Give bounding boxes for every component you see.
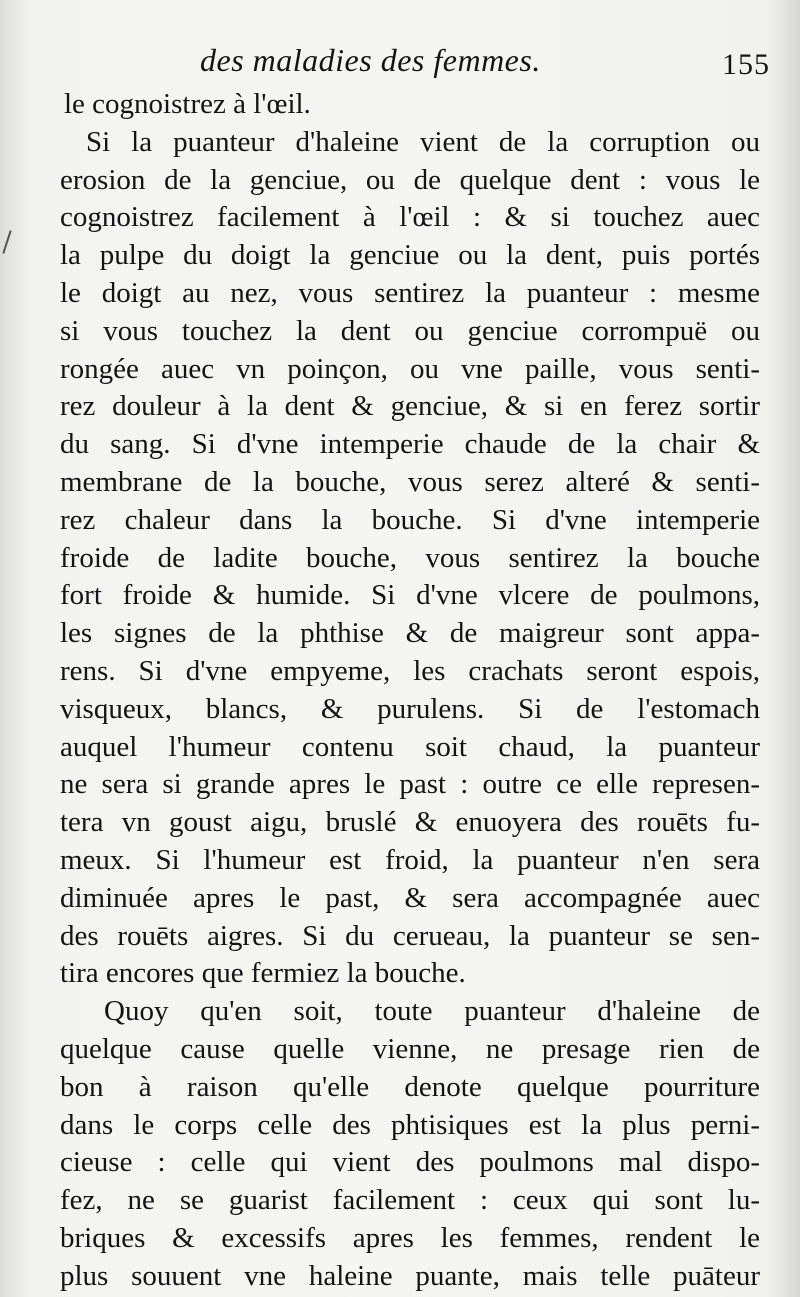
text-line: bon à raison qu'elle denote quelque pourriture xyxy=(60,1070,760,1103)
text-line: erosion de la genciue, ou de quelque dent : vous le xyxy=(60,163,760,196)
text-line: froide de ladite bouche, vous sentirez la bouche xyxy=(60,541,760,574)
text-line: tera vn goust aigu, bruslé & enuoyera des rouēts fu- xyxy=(60,806,760,839)
text-line: si vous touchez la dent ou genciue corrompuë ou xyxy=(60,314,760,347)
text-line: quelque cause quelle vienne, ne presage rien de xyxy=(60,1032,760,1065)
text-line: briques & excessifs apres les femmes, rendent le xyxy=(60,1221,760,1254)
text-line: cieuse : celle qui vient des poulmons mal dispo- xyxy=(60,1146,760,1179)
text-line: le cognoistrez à l'œil. xyxy=(64,88,311,120)
text-line: membrane de la bouche, vous serez alteré & senti- xyxy=(60,465,760,498)
text-line: meux. Si l'humeur est froid, la puanteur n'en sera xyxy=(60,843,760,876)
text-line: le doigt au nez, vous sentirez la puanteur : mesme xyxy=(60,276,760,309)
text-line: diminuée apres le past, & sera accompagnée auec xyxy=(60,881,760,914)
text-line: rens. Si d'vne empyeme, les crachats seront espois, xyxy=(60,654,760,687)
text-line: visqueux, blancs, & purulens. Si de l'estomach xyxy=(60,692,760,725)
text-line: fort froide & humide. Si d'vne vlcere de poulmons, xyxy=(60,579,760,612)
page-header xyxy=(60,42,770,86)
text-line: Si la puanteur d'haleine vient de la corruption ou xyxy=(86,125,760,158)
text-line: du sang. Si d'vne intemperie chaude de la chair & xyxy=(60,428,760,461)
text-line: cognoistrez facilement à l'œil : & si touchez auec xyxy=(60,201,760,234)
text-line: auquel l'humeur contenu soit chaud, la puanteur xyxy=(60,730,760,763)
running-title: des maladies des femmes. xyxy=(200,42,541,78)
margin-mark xyxy=(2,230,11,253)
text-line: fez, ne se guarist facilement : ceux qui sont lu- xyxy=(60,1184,760,1217)
text-line: plus souuent vne haleine puante, mais telle puāteur xyxy=(60,1259,760,1292)
text-line: dans le corps celle des phtisiques est la plus perni- xyxy=(60,1108,760,1141)
text-line: ne sera si grande apres le past : outre ce elle represen- xyxy=(60,768,760,801)
text-line: tira encores que fermiez la bouche. xyxy=(60,957,466,990)
text-line: les signes de la phthise & de maigreur sont appa- xyxy=(60,617,760,650)
text-line: rez chaleur dans la bouche. Si d'vne intemperie xyxy=(60,503,760,536)
text-line: des rouēts aigres. Si du cerueau, la puanteur se sen- xyxy=(60,919,760,952)
text-line: la pulpe du doigt la genciue ou la dent, puis portés xyxy=(60,239,760,272)
text-line: Quoy qu'en soit, toute puanteur d'haleine de xyxy=(104,995,760,1028)
text-line: rez douleur à la dent & genciue, & si en ferez sortir xyxy=(60,390,760,423)
text-line: rongée auec vn poinçon, ou vne paille, vous senti- xyxy=(60,352,760,385)
body-text xyxy=(60,86,760,1296)
page-number: 155 xyxy=(722,48,770,81)
